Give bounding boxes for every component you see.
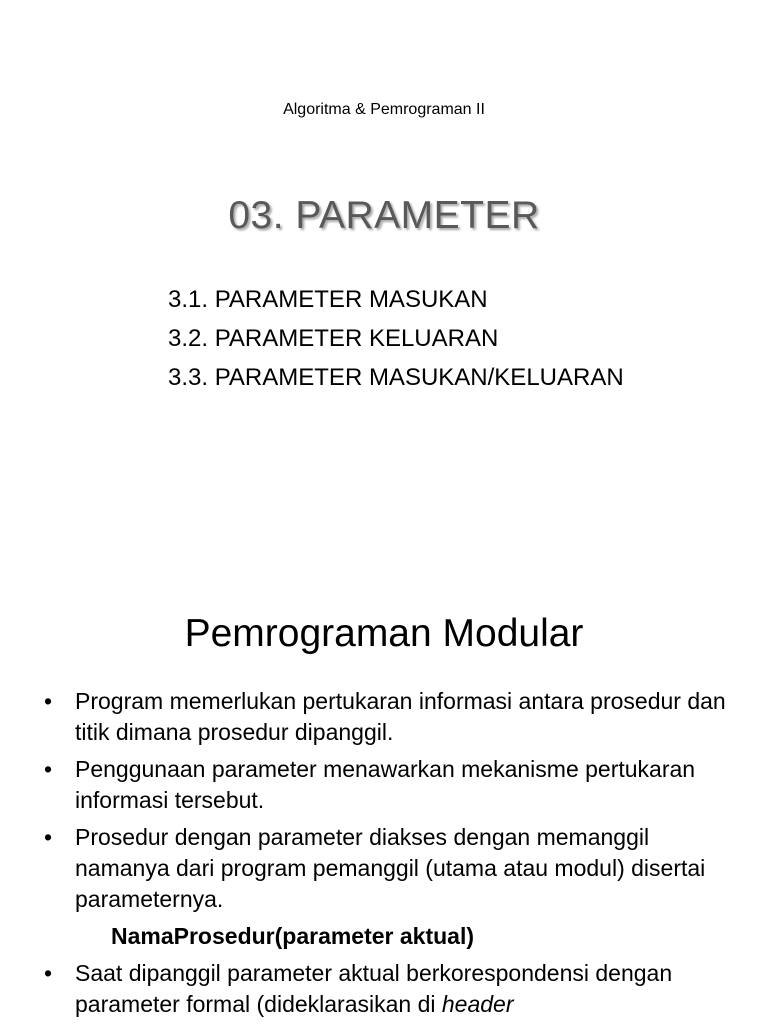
course-subject: Algoritma & Pemrograman II: [283, 101, 485, 118]
bullet-text: Saat dipanggil parameter aktual berkorespondensi dengan parameter formal (dideklarasikan di: [75, 960, 673, 1017]
bullet-item: [44, 822, 744, 915]
bullet-item: [44, 754, 744, 816]
toc-item: 3.1. PARAMETER MASUKAN: [168, 286, 488, 313]
code-example: NamaProsedur(parameter aktual): [111, 923, 475, 949]
bullet-symbol: •: [44, 960, 53, 986]
toc-item: 3.2. PARAMETER KELUARAN: [168, 325, 499, 352]
bullet-text: Prosedur dengan parameter diakses dengan memanggil namanya dari program pemanggil (utama atau modul) disertai parameternya.: [75, 824, 706, 912]
bullet-text: Program memerlukan pertukaran informasi antara prosedur dan titik dimana prosedur dipanggil.: [75, 688, 726, 745]
bullet-text-italic: header: [441, 991, 514, 1017]
bullet-text: Penggunaan parameter menawarkan mekanisme pertukaran informasi tersebut.: [75, 756, 696, 813]
slide-title-parameter: 03. PARAMETER: [228, 194, 540, 237]
bullet-symbol: •: [44, 824, 53, 850]
table-of-contents: [168, 280, 624, 397]
toc-item: 3.3. PARAMETER MASUKAN/KELUARAN: [168, 364, 624, 391]
bullet-item: [44, 958, 744, 1020]
slide-title-modular: Pemrograman Modular: [184, 612, 584, 655]
bullet-item: [44, 686, 744, 748]
bullet-symbol: •: [44, 688, 53, 714]
bullet-symbol: •: [44, 756, 53, 782]
bullet-list: [44, 686, 744, 1024]
